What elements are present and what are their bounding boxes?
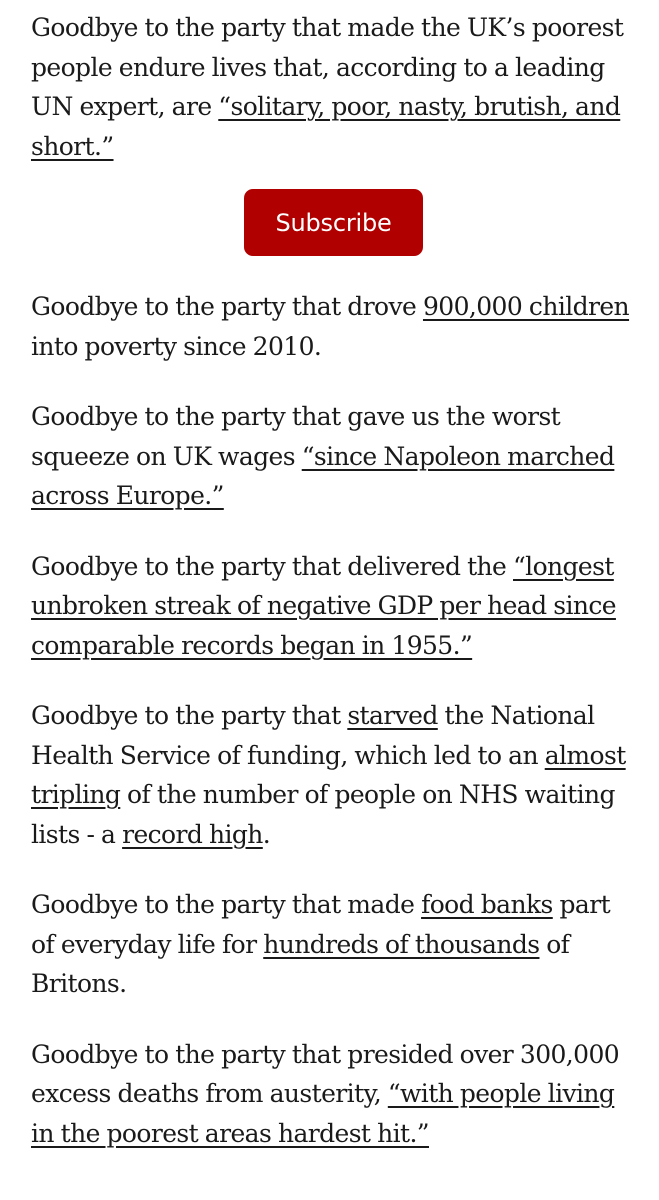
paragraph-gdp-per-head <box>31 547 636 666</box>
subscribe-button[interactable]: Subscribe <box>244 189 423 256</box>
link-solitary-poor-nasty[interactable]: “solitary, poor, nasty, brutish, and short.” <box>31 92 621 161</box>
paragraph-text: of the number of people on NHS waiting lists - a <box>31 780 615 849</box>
link-record-high[interactable]: record high <box>122 819 263 849</box>
paragraph-text: of Britons. <box>31 929 570 998</box>
link-since-napoleon[interactable]: “since Napoleon marched across Europe.” <box>31 441 615 510</box>
paragraph-poorest-lives <box>31 8 636 166</box>
link-poorest-areas-hardest-hit[interactable]: “with people living in the poorest areas hardest hit.” <box>31 1079 615 1148</box>
link-almost-tripling[interactable]: almost tripling <box>31 740 626 809</box>
paragraph-text: . <box>262 819 271 849</box>
paragraph-text: Goodbye to the party that delivered the <box>31 551 513 581</box>
paragraph-text: Goodbye to the party that <box>31 701 348 730</box>
link-900000-children[interactable]: 900,000 children <box>422 292 630 321</box>
paragraph-text: the National Health Service of funding, which led to an <box>31 701 595 770</box>
paragraph-text: Goodbye to the party that gave us the worst squeeze on UK wages <box>31 402 561 471</box>
paragraph-nhs-funding <box>31 696 636 854</box>
article-body <box>31 8 636 1153</box>
paragraph-food-banks <box>31 885 636 1004</box>
paragraph-wage-squeeze <box>31 397 636 516</box>
paragraph-text: Goodbye to the party that made <box>31 890 422 919</box>
subscribe-container <box>31 189 636 256</box>
link-hundreds-of-thousands[interactable]: hundreds of thousands <box>263 929 540 959</box>
paragraph-text: into poverty since 2010. <box>31 331 322 361</box>
link-starved[interactable]: starved <box>347 701 438 730</box>
paragraph-excess-deaths <box>31 1035 636 1154</box>
link-longest-unbroken-streak[interactable]: “longest unbroken streak of negative GDP per head since comparable records began in 1955.” <box>31 551 616 660</box>
paragraph-text: part of everyday life for <box>31 890 611 959</box>
paragraph-text: Goodbye to the party that made the UK’s poorest people endure lives that, according to a leading UN expert, are <box>31 13 624 121</box>
paragraph-text: Goodbye to the party that drove <box>31 292 423 321</box>
link-food-banks[interactable]: food banks <box>421 890 553 919</box>
paragraph-child-poverty <box>31 287 636 366</box>
paragraph-text: Goodbye to the party that presided over 300,000 excess deaths from austerity, <box>31 1039 620 1108</box>
